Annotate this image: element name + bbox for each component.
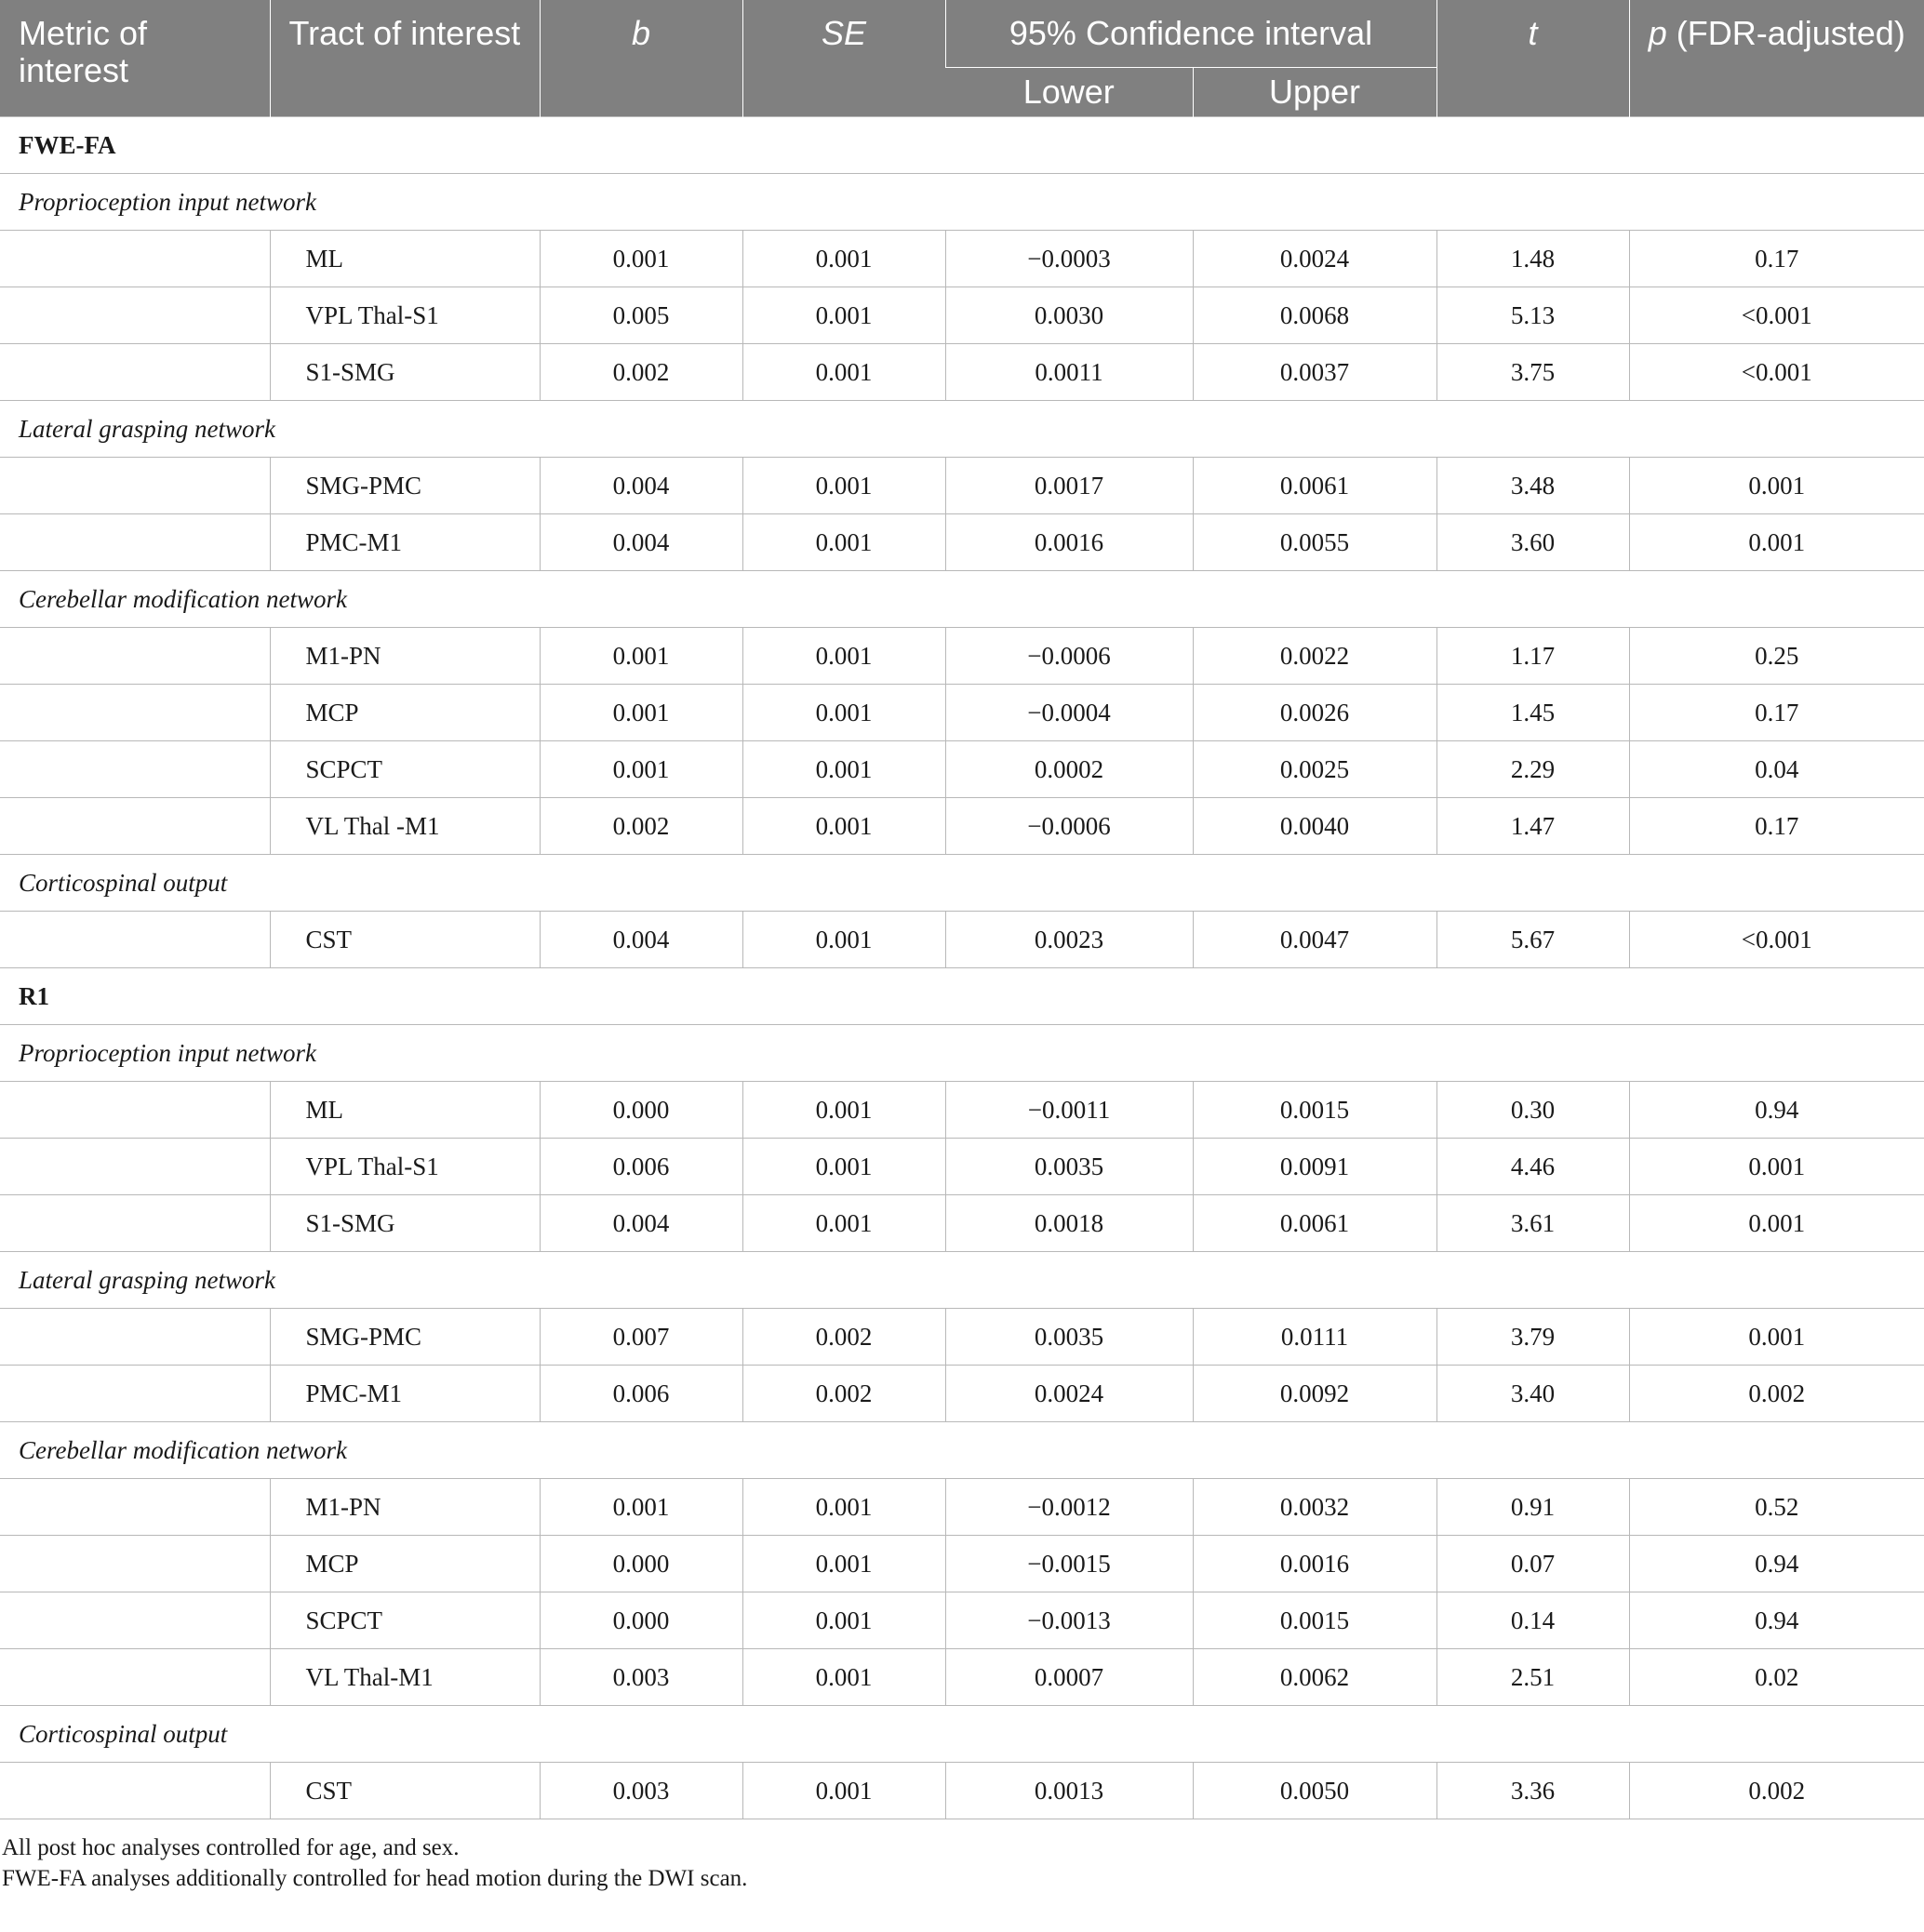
table-row	[0, 741, 1924, 798]
table-row	[0, 344, 1924, 401]
se-cell: 0.002	[742, 1309, 945, 1366]
metric-cell	[0, 1592, 270, 1649]
header-t: t	[1436, 0, 1629, 117]
upper-cell: 0.0015	[1193, 1592, 1436, 1649]
lower-cell: 0.0007	[945, 1649, 1193, 1706]
se-cell: 0.001	[742, 798, 945, 855]
tract-cell: PMC-M1	[270, 514, 540, 571]
tract-cell: S1-SMG	[270, 344, 540, 401]
lower-cell: 0.0035	[945, 1139, 1193, 1195]
header-p	[1629, 0, 1924, 117]
se-cell: 0.001	[742, 1649, 945, 1706]
table-row	[0, 458, 1924, 514]
p-cell: 0.94	[1629, 1536, 1924, 1592]
p-cell: 0.001	[1629, 458, 1924, 514]
metric-cell	[0, 231, 270, 287]
t-cell: 1.17	[1436, 628, 1629, 685]
lower-cell: 0.0011	[945, 344, 1193, 401]
metric-cell	[0, 741, 270, 798]
lower-cell: 0.0018	[945, 1195, 1193, 1252]
header-confidence-interval: 95% Confidence interval	[945, 0, 1436, 68]
tract-cell: MCP	[270, 1536, 540, 1592]
tract-cell: SCPCT	[270, 741, 540, 798]
tract-cell: VL Thal -M1	[270, 798, 540, 855]
header-lower: Lower	[945, 68, 1193, 117]
metric-cell	[0, 798, 270, 855]
lower-cell: 0.0035	[945, 1309, 1193, 1366]
upper-cell: 0.0025	[1193, 741, 1436, 798]
upper-cell: 0.0022	[1193, 628, 1436, 685]
group-row	[0, 1422, 1924, 1479]
se-cell: 0.001	[742, 628, 945, 685]
group-title: Lateral grasping network	[0, 1252, 1924, 1309]
lower-cell: −0.0006	[945, 628, 1193, 685]
p-cell: 0.02	[1629, 1649, 1924, 1706]
t-cell: 5.67	[1436, 912, 1629, 968]
upper-cell: 0.0015	[1193, 1082, 1436, 1139]
metric-cell	[0, 1479, 270, 1536]
metric-cell	[0, 1309, 270, 1366]
metric-cell	[0, 287, 270, 344]
t-cell: 5.13	[1436, 287, 1629, 344]
header-p-letter: p	[1648, 14, 1667, 52]
table-header	[0, 0, 1924, 117]
upper-cell: 0.0061	[1193, 1195, 1436, 1252]
upper-cell: 0.0055	[1193, 514, 1436, 571]
lower-cell: −0.0003	[945, 231, 1193, 287]
b-cell: 0.000	[540, 1536, 742, 1592]
tract-cell: VL Thal-M1	[270, 1649, 540, 1706]
se-cell: 0.001	[742, 231, 945, 287]
group-title: Corticospinal output	[0, 855, 1924, 912]
p-cell: 0.001	[1629, 514, 1924, 571]
lower-cell: −0.0011	[945, 1082, 1193, 1139]
t-cell: 3.36	[1436, 1763, 1629, 1819]
se-cell: 0.001	[742, 1592, 945, 1649]
metric-cell	[0, 514, 270, 571]
header-se: SE	[742, 0, 945, 117]
group-row	[0, 1252, 1924, 1309]
header-p-rest: (FDR-adjusted)	[1666, 14, 1905, 52]
t-cell: 1.48	[1436, 231, 1629, 287]
se-cell: 0.001	[742, 287, 945, 344]
upper-cell: 0.0024	[1193, 231, 1436, 287]
p-cell: 0.17	[1629, 798, 1924, 855]
header-b: b	[540, 0, 742, 117]
section-title: FWE-FA	[0, 117, 1924, 174]
t-cell: 3.60	[1436, 514, 1629, 571]
tract-cell: ML	[270, 231, 540, 287]
table-row	[0, 1479, 1924, 1536]
b-cell: 0.001	[540, 685, 742, 741]
tract-cell: VPL Thal-S1	[270, 287, 540, 344]
se-cell: 0.001	[742, 1195, 945, 1252]
table-body	[0, 117, 1924, 1819]
t-cell: 0.91	[1436, 1479, 1629, 1536]
metric-cell	[0, 1536, 270, 1592]
tract-cell: S1-SMG	[270, 1195, 540, 1252]
upper-cell: 0.0092	[1193, 1366, 1436, 1422]
group-title: Corticospinal output	[0, 1706, 1924, 1763]
metric-cell	[0, 458, 270, 514]
tract-cell: SMG-PMC	[270, 1309, 540, 1366]
tract-cell: PMC-M1	[270, 1366, 540, 1422]
metric-cell	[0, 1082, 270, 1139]
table-row	[0, 1082, 1924, 1139]
tract-cell: M1-PN	[270, 628, 540, 685]
t-cell: 3.40	[1436, 1366, 1629, 1422]
p-cell: 0.25	[1629, 628, 1924, 685]
upper-cell: 0.0040	[1193, 798, 1436, 855]
b-cell: 0.006	[540, 1366, 742, 1422]
upper-cell: 0.0026	[1193, 685, 1436, 741]
p-cell: <0.001	[1629, 287, 1924, 344]
t-cell: 4.46	[1436, 1139, 1629, 1195]
metric-cell	[0, 1763, 270, 1819]
b-cell: 0.002	[540, 798, 742, 855]
p-cell: 0.52	[1629, 1479, 1924, 1536]
se-cell: 0.001	[742, 458, 945, 514]
lower-cell: −0.0006	[945, 798, 1193, 855]
metric-cell	[0, 1649, 270, 1706]
t-cell: 3.61	[1436, 1195, 1629, 1252]
b-cell: 0.004	[540, 912, 742, 968]
table-row	[0, 1139, 1924, 1195]
upper-cell: 0.0050	[1193, 1763, 1436, 1819]
se-cell: 0.001	[742, 685, 945, 741]
tract-cell: SMG-PMC	[270, 458, 540, 514]
metric-cell	[0, 912, 270, 968]
tract-cell: VPL Thal-S1	[270, 1139, 540, 1195]
metric-cell	[0, 344, 270, 401]
b-cell: 0.000	[540, 1592, 742, 1649]
tract-cell: SCPCT	[270, 1592, 540, 1649]
upper-cell: 0.0091	[1193, 1139, 1436, 1195]
b-cell: 0.001	[540, 231, 742, 287]
p-cell: 0.17	[1629, 685, 1924, 741]
b-cell: 0.006	[540, 1139, 742, 1195]
b-cell: 0.003	[540, 1649, 742, 1706]
p-cell: 0.04	[1629, 741, 1924, 798]
p-cell: 0.002	[1629, 1366, 1924, 1422]
lower-cell: 0.0013	[945, 1763, 1193, 1819]
p-cell: 0.17	[1629, 231, 1924, 287]
group-row	[0, 571, 1924, 628]
p-cell: 0.001	[1629, 1195, 1924, 1252]
p-cell: 0.94	[1629, 1592, 1924, 1649]
lower-cell: 0.0024	[945, 1366, 1193, 1422]
upper-cell: 0.0111	[1193, 1309, 1436, 1366]
group-row	[0, 1706, 1924, 1763]
lower-cell: 0.0002	[945, 741, 1193, 798]
metric-cell	[0, 1195, 270, 1252]
se-cell: 0.001	[742, 1536, 945, 1592]
b-cell: 0.003	[540, 1763, 742, 1819]
lower-cell: 0.0030	[945, 287, 1193, 344]
metric-cell	[0, 685, 270, 741]
b-cell: 0.004	[540, 1195, 742, 1252]
t-cell: 0.07	[1436, 1536, 1629, 1592]
upper-cell: 0.0032	[1193, 1479, 1436, 1536]
table-row	[0, 1592, 1924, 1649]
table-row	[0, 1536, 1924, 1592]
se-cell: 0.001	[742, 1763, 945, 1819]
b-cell: 0.002	[540, 344, 742, 401]
tract-cell: ML	[270, 1082, 540, 1139]
se-cell: 0.002	[742, 1366, 945, 1422]
metric-cell	[0, 1139, 270, 1195]
se-cell: 0.001	[742, 1139, 945, 1195]
tract-cell: M1-PN	[270, 1479, 540, 1536]
footnotes	[0, 1819, 1924, 1894]
section-title: R1	[0, 968, 1924, 1025]
t-cell: 3.48	[1436, 458, 1629, 514]
table-row	[0, 798, 1924, 855]
se-cell: 0.001	[742, 912, 945, 968]
upper-cell: 0.0068	[1193, 287, 1436, 344]
t-cell: 0.14	[1436, 1592, 1629, 1649]
group-title: Cerebellar modification network	[0, 1422, 1924, 1479]
b-cell: 0.000	[540, 1082, 742, 1139]
tract-cell: MCP	[270, 685, 540, 741]
b-cell: 0.001	[540, 741, 742, 798]
se-cell: 0.001	[742, 1479, 945, 1536]
t-cell: 1.47	[1436, 798, 1629, 855]
group-row	[0, 1025, 1924, 1082]
table-row	[0, 231, 1924, 287]
group-title: Lateral grasping network	[0, 401, 1924, 458]
upper-cell: 0.0016	[1193, 1536, 1436, 1592]
group-row	[0, 174, 1924, 231]
t-cell: 2.29	[1436, 741, 1629, 798]
table-row	[0, 912, 1924, 968]
p-cell: 0.002	[1629, 1763, 1924, 1819]
p-cell: <0.001	[1629, 344, 1924, 401]
table-row	[0, 287, 1924, 344]
tract-cell: CST	[270, 912, 540, 968]
section-row	[0, 968, 1924, 1025]
t-cell: 1.45	[1436, 685, 1629, 741]
t-cell: 2.51	[1436, 1649, 1629, 1706]
se-cell: 0.001	[742, 1082, 945, 1139]
p-cell: 0.001	[1629, 1309, 1924, 1366]
b-cell: 0.001	[540, 1479, 742, 1536]
p-cell: 0.94	[1629, 1082, 1924, 1139]
b-cell: 0.007	[540, 1309, 742, 1366]
upper-cell: 0.0047	[1193, 912, 1436, 968]
tract-cell: CST	[270, 1763, 540, 1819]
lower-cell: −0.0012	[945, 1479, 1193, 1536]
table-row	[0, 628, 1924, 685]
header-tract: Tract of interest	[270, 0, 540, 117]
lower-cell: 0.0016	[945, 514, 1193, 571]
lower-cell: 0.0023	[945, 912, 1193, 968]
header-upper: Upper	[1193, 68, 1436, 117]
p-cell: <0.001	[1629, 912, 1924, 968]
b-cell: 0.004	[540, 458, 742, 514]
table-row	[0, 514, 1924, 571]
table-row	[0, 1763, 1924, 1819]
section-row	[0, 117, 1924, 174]
table-row	[0, 1366, 1924, 1422]
group-title: Proprioception input network	[0, 1025, 1924, 1082]
upper-cell: 0.0037	[1193, 344, 1436, 401]
b-cell: 0.001	[540, 628, 742, 685]
table-row	[0, 1195, 1924, 1252]
group-title: Cerebellar modification network	[0, 571, 1924, 628]
upper-cell: 0.0061	[1193, 458, 1436, 514]
se-cell: 0.001	[742, 344, 945, 401]
se-cell: 0.001	[742, 741, 945, 798]
se-cell: 0.001	[742, 514, 945, 571]
metric-cell	[0, 1366, 270, 1422]
lower-cell: −0.0013	[945, 1592, 1193, 1649]
lower-cell: 0.0017	[945, 458, 1193, 514]
header-metric: Metric of interest	[0, 0, 270, 117]
t-cell: 0.30	[1436, 1082, 1629, 1139]
table-row	[0, 685, 1924, 741]
group-row	[0, 855, 1924, 912]
metric-cell	[0, 628, 270, 685]
table-row	[0, 1649, 1924, 1706]
footnote: All post hoc analyses controlled for age, and sex.	[2, 1835, 460, 1860]
group-title: Proprioception input network	[0, 174, 1924, 231]
footnote: FWE-FA analyses additionally controlled for head motion during the DWI scan.	[2, 1866, 748, 1891]
upper-cell: 0.0062	[1193, 1649, 1436, 1706]
t-cell: 3.79	[1436, 1309, 1629, 1366]
t-cell: 3.75	[1436, 344, 1629, 401]
b-cell: 0.004	[540, 514, 742, 571]
table-row	[0, 1309, 1924, 1366]
lower-cell: −0.0015	[945, 1536, 1193, 1592]
p-cell: 0.001	[1629, 1139, 1924, 1195]
lower-cell: −0.0004	[945, 685, 1193, 741]
b-cell: 0.005	[540, 287, 742, 344]
group-row	[0, 401, 1924, 458]
